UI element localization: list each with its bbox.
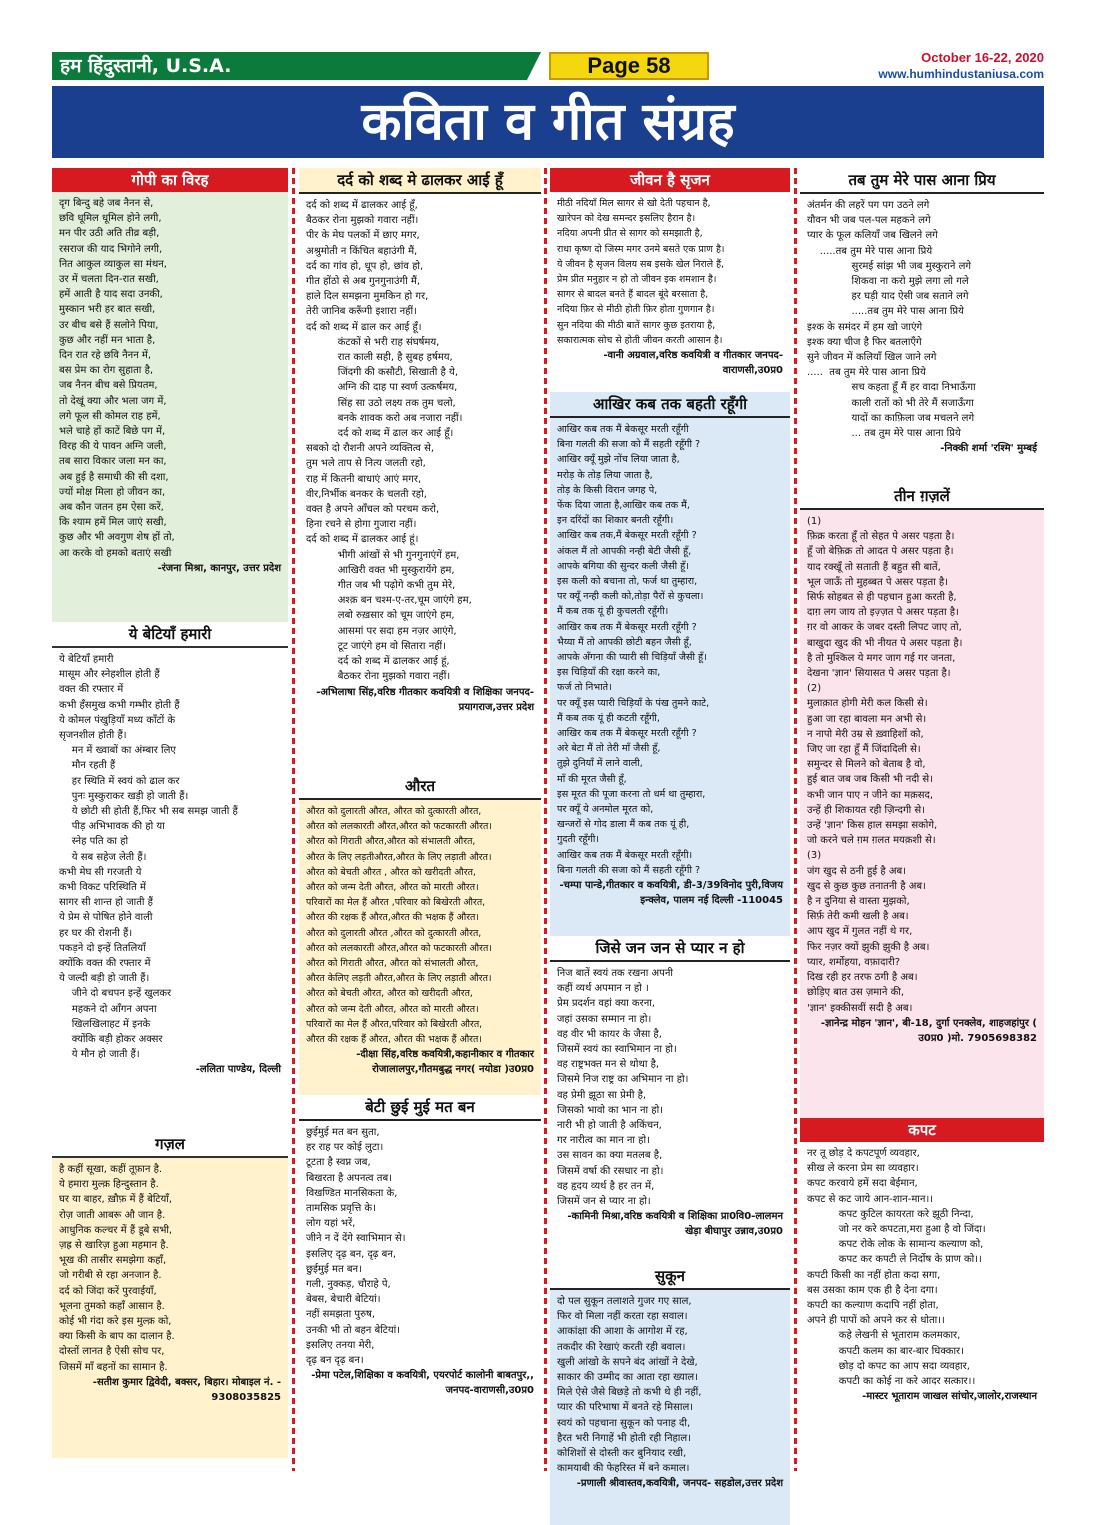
poem-tab-tum-mere-paas <box>800 194 1044 484</box>
poem-teen-gazalen <box>800 510 1044 1118</box>
poem-title: जिसे जन जन से प्यार न हो <box>550 936 790 962</box>
poem-author: -अभिलाषा सिंह,वरिष्ठ गीतकार कवयित्री व शिक्षिका जनपद-प्रयागराज,उत्तर प्रदेश <box>316 686 534 713</box>
poem-author: -कामिनी मिश्रा,वरिष्ठ कवयित्री व शिक्षिका प्रा0वि0-लालमन खेड़ा बीघापुर उन्नाव,उ0प्र0 <box>567 1211 783 1238</box>
poem-text: नर तू छोड़ दे कपटपूर्ण व्यवहार, सीख ले करना प्रेम सा व्यवहार। कपट करवाये हमें सदा बेईमान, कपट से कट जाये आन-शान-मान।। कपट कुटिल कायरता करे झूठी निन्दा, जो नर करे कपटता,मरा हुआ है वो जिंदा। कपट रोके लोक के सामान्य कल्याण को, कपट कर कपटी ले निर्दोष के प्राण को।। कपटी किसी का नहीं होता कदा सगा, बस उसका काम एक ही है देना दगा। कपटी का कल्याण कदापि नहीं होता, अपने ही पापों को अपने कर से धोता।। कहे लेखनी से भूताराम कलमकार, कपटी कलम का बार-बार धिक्कार। छोड़ दो कपट का आप सदा व्यवहार, कपटी का कोई ना करे आदर सत्कार।। <box>807 1148 986 1388</box>
poem-title: गोपी का विरह <box>52 168 288 192</box>
poem-title: दर्द को शब्द मे ढालकर आई हूँ <box>299 168 541 194</box>
poem-author: -रंजना मिश्रा, कानपुर, उत्तर प्रदेश <box>157 562 281 574</box>
column-4 <box>800 168 1044 1471</box>
poem-text: दृग बिन्दु बहे जब नैनन से, छवि धूमिल धूमिल होने लगी, मन पीर उठी अति तीव्र बड़ी, रसराज की याद भिगोने लगी, नित आकुल व्याकुल सा मंथन, उर में चलता दिन-रात सखी, हमें आती है याद सदा उनकी, मुस्कान भरी हर बात सखी, उर बीच बसे हैं सलोने पिया, कुछ और नहीं मन भाता है, दिन रात रहे छवि नैनन में, बस प्रेम का रोग सुहाता है, जब नैनन बीच बसे प्रियतम, तो देखूं क्या और भला जग में, लगे फूल सी कोमल राह हमें, भले चाहे हों काटें बिछे पग में, विरह की ये पावन अग्नि जली, तब सारा विकार जला मन का, अब हुई है समाधी की सी दशा, ज्यों मोक्ष मिला हो जीवन का, अब कौन जतन हम ऐसा करें, कि श्याम हमें मिल जाएं सखी, कुछ और भी अवगुण शेष हों तो, आ करके वो हमको बताएं सखी <box>59 198 175 559</box>
poem-text: निज बातें स्वयं तक रखना अपनी कहीं व्यर्थ अपमान न हो । प्रेम प्रदर्शन वहां क्या करना, जहां उसका सम्मान ना हो। वह वीर भी कायर के जैसा है, जिसमें स्वयं का स्वाभिमान ना हो। वह राष्ट्रभक्त मन से थोथा है, जिसमे निज राष्ट्र का अभिमान ना हो। वह प्रेमी झूठा सा प्रेमी है, जिसको भावो का भान ना हो। नारी भी हो जाती है अकिंचन, गर नारीत्व का मान ना हो। उस सावन का क्या मतलब है, जिसमें वर्षा की रसधार ना हो। वह हृदय व्यर्थ है हर तन में, जिसमें जन से प्यार ना हो। <box>557 968 689 1208</box>
poem-title: बेटी छुई मुई मत बन <box>299 1095 541 1121</box>
poem-title: ये बेटियाँ हमारी <box>52 622 288 648</box>
poem-aakhir-kab-tak <box>550 418 790 936</box>
poem-author: -निक्की शर्मा 'रश्मि' मुम्बई <box>940 443 1037 455</box>
poem-kapat <box>800 1142 1044 1462</box>
poem-text: दो पल सुकून तलाशते गुजर गए साल, फिर वो मिला नहीं करता रहा सवाल। आकांक्षा की आशा के आगोश में रह, तकदीर की रेखाएं करती रही बवाल। खुली आंखो के सपने बंद आंखों ने देखे, साकार की उम्मीद का आता रहा ख्याल। मिले ऐसे जैसे बिछड़े तो कभी थे ही नहीं, प्यार की परिभाषा में बनते रहे मिसाल। स्वयं को पहचाना सुकून को पनाह दी, हैरत भरी निगाहें भी होती रही निहाल। कोशिशों से दोस्ती कर बुनियाद रखी, कामयाबी की फेहरिस्त में बने कमाल। <box>557 1296 702 1475</box>
poem-text: दर्द को शब्द में ढालकर आई हूँ, बैठकर रोना मुझको गवारा नहीं। पीर के मेघ पलकों में छाए मगर, अश्रुमोती न किंचित बहाउंगी मैं, दर्द का गांव हो, धूप हो, छांव हो, गीत होंठो से अब गुनगुनाउंगी मैं, हाले दिल समझना मुमकिन हो गर, तेरी जानिब करूँगी इशारा नहीं। दर्द को शब्द में ढाल कर आई हूँ। कंटकों से भरी राह संघर्षमय, रात काली सही, है सुबह हर्षमय, जिंदगी की कसौटी, सिखाती है ये, अग्नि की दाह पा स्वर्ण उत्कर्षमय, सिंह सा उठो लक्ष्य तक तुम चलो, बनके शावक करो अब नजारा नहीं। दर्द को शब्द में ढाल कर आई हूँ। सबको दो रौशनी अपने व्यक्तित्व से, तुम भले ताप से नित्य जलती रहो, राह में कितनी बाधाएं आएं मगर, वीर,निर्भीक बनकर के चलती रहो, वक्त है अपने आँचल को परचम करो, हिना रचने से होगा गुजारा नहीं। दर्द को शब्द में ढालकर आई हूं। भीगी आंखों से भी गुनगुनाएंगें हम, आखिरी वक्त भी मुस्कुरायेंगे हम, गीत जब भी पढ़ोगे कभी तुम मेरे, अश्क़ बन चश्म-ए-तर,चूम जाएंगे हम, लबो रुख़सार को चूम जाएंगे हम, आसमां पर सदा हम नज़र आएंगे, टूट जाएंगे हम वो सितारा नहीं। दर्द को शब्द में ढालकर आई हूं, बैठकर रोना मुझको गवारा नहीं। <box>306 200 472 683</box>
poem-text: ये बेटियाँ हमारी मासूम और स्नेहशील होती हैं वक्त की रफ्तार में कभी हँसमुख कभी गम्भीर होती हैं ये कोमल पंखुड़ियाँ मध्य काँटों के सृजनशील होती हैं। मन में ख्वाबों का अंम्बार लिए मौन रहती हैं हर स्थिति में स्वयं को ढाल कर पुनः मुस्कुराकर खड़ी हो जाती हैं। ये छोटी सी होती हैं,फिर भी सब समझ जाती हैं पीड़ अभिभावक की हो या स्नेह पति का हो ये सब सहेज लेती हैं। कभी मेघ सी गरजती ये कभी विकट परिस्थिति में सागर सी शान्त हो जाती हैं ये प्रेम से पोषित होने वाली हर घर की रोशनी हैं। पकड़ने दो इन्हें तितलियाँ क्योंकि वक्त की रफ्तार में ये जल्दी बड़ी हो जाती हैं। जीने दो बचपन इन्हें खुलकर महकने दो आँगन अपना खिलखिलाहट में इनके क्योंकि बड़ी होकर अक्सर ये मौन हो जाती हैं। <box>59 654 238 1061</box>
page-number: Page 58 <box>549 52 709 80</box>
poem-jise-jan-jan-se <box>550 962 790 1264</box>
poem-text: आखिर कब तक मैं बेकसूर मरती रहूँगी बिना गलती की सजा को मैं सहती रहूँगी ? आखिर क्यूँ मुझे नोंच लिया जाता है, मरोड़ के तोड़ लिया जाता है, तोड़ के किसी विरान जगह पे, फेंक दिया जाता है,आखिर कब तक मैं, इन दरिंदों का शिकार बनती रहूँगी। आखिर कब तक,मैं बेकसूर मरती रहूँगी ? अंकल मैं तो आपकी नन्ही बेटी जैसी हूँ, आपके बगिया की सुन्दर कली जैसी हूँ। इस कली को बचाना तो, फर्ज था तुम्हारा, पर क्यूँ नन्ही कली को,तोड़ा पैरों से कुचला। मैं कब तक यूं ही कुचलती रहूँगी। आखिर कब तक मैं बेकसूर मरती रहूँगी ? भैय्या मैं तो आपकी छोटी बहन जैसी हूँ, आपके अँगना की प्यारी सी चिड़ियाँ जैसी हूँ। इस चिड़ियाँ की रक्षा करने का, फर्ज तो निभाते। पर क्यूँ इस प्यारी चिड़ियाँ के पंख तुमने काटे, मैं कब तक यूं ही कटती रहूँगी, आखिर कब तक मैं बेकसूर मरती रहूँगी ? अरे बेटा मैं तो तेरी माँ जैसी हूँ, तुझे दुनियाँ में लाने वाली, माँ की मूरत जैसी हूँ, इस मूरत की पूजा करना तो धर्म था तुम्हारा, पर क्यूँ ये अनमोल मूरत को, खन्जरों से गोद डाला मैं कब तक यूं ही, गुदती रहूँगी। आखिर कब तक मैं बेकसूर मरती रहूँगी। बिना गलती की सजा को मैं सहती रहूँगी ? <box>557 424 710 876</box>
poem-text: अंतर्मन की लहरें पग पग उठने लगे यौवन भी जब पल-पल महकने लगे प्यार के फूल कलियाँ जब खिलने लगे .....तब तुम मेरे पास आना प्रिये सुरमई सांझ भी जब मुस्कुराने लगे शिकवा ना करो मुझे लगा लो गले हर घड़ी याद ऐसी जब सताने लगे .....तब तुम मेरे पास आना प्रिये इश्क के समंदर में हम खो जाएंगे इश्क क्या चीज है फिर बतलाएँगे सुने जीवन में कलियाँ खिल जाने लगे ..... तब तुम मेरे पास आना प्रिये सच कहता हूँ मैं हर वादा निभाऊँगा काली रातों को भी तेरे मैं सजाऊँगा यादों का काफ़िला जब मचलने लगे ... तब तुम मेरे पास आना प्रिये <box>807 200 976 440</box>
website-link[interactable]: www.humhindustaniusa.com <box>878 67 1044 81</box>
poem-dard-ko-shabd <box>299 194 541 774</box>
poem-title: कपट <box>800 1118 1044 1142</box>
poem-author: -ललिता पाण्डेय, दिल्ली <box>195 1064 281 1076</box>
column-divider <box>794 168 797 1471</box>
poem-beti-chhuimui <box>299 1121 541 1451</box>
poem-title: औरत <box>299 774 541 800</box>
poem-author: -सतीश कुमार द्विवेदी, बक्सर, बिहार। मोबाइल नं. - 9308035825 <box>92 1376 281 1404</box>
masthead: हम हिंदुस्तानी, U.S.A. <box>52 52 527 80</box>
column-1 <box>52 168 288 1471</box>
issue-date: October 16-22, 2020 <box>921 50 1044 65</box>
poem-author: -चम्पा पान्डे,गीतकार व कवयित्री, डी-3/39विनोद पुरी,विजय इन्क्लेव, पालम नई दिल्ली -110045 <box>559 880 783 907</box>
poem-gopi-ka-virah <box>52 192 288 622</box>
poem-author: -ज्ञानेन्द्र मोहन 'ज्ञान', बी-18, दुर्गा एनक्लेव, शाहजहांपुर ( उ0प्र0 )मो. 7905698382 <box>820 1017 1037 1044</box>
poem-author: -प्रणाली श्रीवास्तव,कवयित्री, जनपद- सहडोल,उत्तर प्रदेश <box>576 1478 783 1490</box>
poem-author: -वानी अग्रवाल,वरिष्ठ कवयित्री व गीतकार जनपद-वाराणसी,उ0प्र0 <box>603 350 783 377</box>
poem-title: जीवन है सृजन <box>550 168 790 192</box>
poem-text: औरत को दुलारती औरत, औरत को दुत्कारती औरत, औरत को ललकारती औरत,औरत को फटकारती औरत। औरत को गिराती औरत,औरत को संभालती औरत, औरत के लिए लड़तीऔरत,औरत के लिए लड़ाती औरत। औरत को बेचती औरत , औरत को खरीदती औरत, औरत को जन्म देती औरत, औरत को मारती औरत। परिवारों का मेल हैं औरत ,परिवार को बिखेरती औरत, औरत की रक्षक हैं औरत,औरत की भक्षक हैं औरत। औरत को दुलारती औरत ,औरत को दुत्कारती औरत, औरत को ललकारती औरत,औरत को फटकारती औरत। औरत को गिराती औरत, औरत को संभालती औरत, औरत केलिए लड़ती औरत,औरत के लिए लड़ाती औरत। औरत को बेचती औरत, औरत को खरीदती औरत, औरत को जन्म देती औरत, औरत को मारती औरत। परिवारों का मेल हैं औरत,परिवार को बिखेरती औरत, औरत की रक्षक हैं औरत, औरत की भक्षक हैं औरत। <box>306 806 492 1046</box>
poem-text: है कहीं सूखा, कहीं तूफ़ान है. ये हमारा मुल्क़ हिन्दुस्तान है. घर या बाहर, ख़ौफ़ में हैं बेटियाँ, रोज़ जाती आबरू औ जान है. आधुनिक कल्चर में हैं डूबे सभी, ज़ह्र से खारिज़ हुआ महमान है. भूख की तासीर समझेगा कहाँ, जो गरीबी से रहा अनजान है. दर्द को जिंदा करें पुरवाईयाँ, भूलना तुमको कहाँ आसान है. कोई भी गंदा करे इस मुल्क़ को, क्या किसी के बाप का दालान है. दोस्तों लानत है ऐसी सोच पर, जिसमें माँ बहनों का सामान है. <box>59 1164 175 1373</box>
poem-text: छुईमुई मत बन सुता, हर राह पर कोई लुटा। टूटता है स्वप्न जब, बिखरता है अपनत्व तब। विखण्डित मानसिकता के, तामसिक प्रवृत्ति के। लोग यहां भरें, जीने न दें देंगे स्वाभिमान से। इसलिए दृढ़ बन, दृढ़ बन, छुईमुई मत बन। गली, नुक्कड़, चौराहे पे, बेबस, बेचारी बेटियां। नहीं समझता पुरुष, उनकी भी तो बहन बेटियां। इसलिए तनया मेरी, दृढ़ बन दृढ़ बन। <box>306 1127 406 1367</box>
column-3 <box>550 168 790 1490</box>
poem-author: -मास्टर भूताराम जाखल सांचोर,जालोर,राजस्थान <box>862 1391 1037 1403</box>
column-divider <box>292 168 295 1471</box>
section-banner: कविता व गीत संग्रह <box>52 86 1044 158</box>
page-header <box>52 52 1044 82</box>
column-divider <box>544 168 547 1471</box>
poem-title: तब तुम मेरे पास आना प्रिय <box>800 168 1044 194</box>
poem-title: आखिर कब तक बहती रहूँगी <box>550 392 790 418</box>
poem-jeevan-hai-srijan <box>550 192 790 392</box>
poem-ye-betiyan-hamari <box>52 648 288 1132</box>
poem-sukoon <box>550 1290 790 1525</box>
poem-text: (1) फ़िक्र करता हूँ तो सेहत पे असर पड़ता है। हूँ जो बेफ़िक्र तो आदत पे असर पड़ता है। याद रक्खूँ तो सताती हैं बहुत सी बातें, भूल जाऊँ तो मुहब्बत पे असर पड़ता है। सिर्फ सोहबत से ही पहचान हुआ करती है, दाग़ लग जाय तो इज़्ज़त पे असर पड़ता है। ग़र वो आकर के जबर दस्ती लिपट जाए तो, बाखुदा खुद की भी नीयत पे असर पड़ता है। है तो मुश्किल ये मगर जाग गई गर जनता, देखना 'ज्ञान' सियासत पे असर पड़ता है। (2) मुलाक़ात होगी मेरी कल किसी से। हुआ जा रहा बावला मन अभी से। न नापो मेरी उम्र से ख़्वाहिशों को, जिए जा रहा हूँ मैं जिंदादिली से। समुन्दर से मिलने को बेताब है वो, हुई बात जब जब किसी भी नदी से। कभी जान पाए न जीने का मक़सद, उन्हें ही शिकायत रही ज़िन्दगी से। उन्हें 'ज्ञान' किस हाल समझा सकोगे, जो करने चले ग़म ग़लत मयक़शी से। (3) जंग खुद से ठनी हुई है अब। खुद से कुछ कुछ तनातनी है अब। है न दुनिया से वास्ता मुझको, सिर्फ़ तेरी कमी खली है अब। आप खुद में गुलत नहीं थे गर, फिर नज़र क्यों झुकी झुकी है अब। प्यार, शर्मोहया, वफ़ादारी? दिख रही हर तरफ ठगी है अब। छोड़िए बात उस ज़माने की, 'ज्ञान' इक्कीसवीं सदी है अब। <box>807 516 963 1014</box>
poem-title: सुकून <box>550 1264 790 1290</box>
poem-text: मीठी नदियाँ मिल सागर से खो देती पहचान है, खारेपन को देख समन्दर इसलिए हैरान है। नदिया अपनी प्रीत से सागर को समझाती है, राधा कृष्ण दो जिस्म मगर उनमे बसते एक प्राण है। ये जीवन है सृजन विलय सब इसके खेल निराले हैं, प्रेम प्रीत मनुहार न हो तो जीवन इक शमशान है। सागर से बादल बनते हैं बादल बूंदे बरसाता है, नदिया फ़िर से मीठी होती फ़िर होता गुणगान है। सुन नदिया की मीठी बातें सागर कुछ इतराया है, सकारात्मक सोच से होती जीवन करती आसान है। <box>557 198 725 346</box>
poem-aurat <box>299 800 541 1095</box>
poem-title: गज़ल <box>52 1132 288 1158</box>
poem-gazal <box>52 1158 288 1458</box>
poem-author: -दीक्षा सिंह,वरिष्ठ कवयित्री,कहानीकार व गीतकार रोजालालपुर,गौतमबुद्ध नगर( नयोडा )उ0प्र0 <box>356 1049 534 1076</box>
poem-title: तीन ग़ज़लें <box>800 484 1044 510</box>
column-2 <box>299 168 541 1471</box>
poem-author: -प्रेमा पटेल,शिक्षिका व कवयित्री, एयरपोर्ट कालोनी बाबतपुर,, जनपद-वाराणसी,उ0प्र0 <box>311 1370 534 1397</box>
